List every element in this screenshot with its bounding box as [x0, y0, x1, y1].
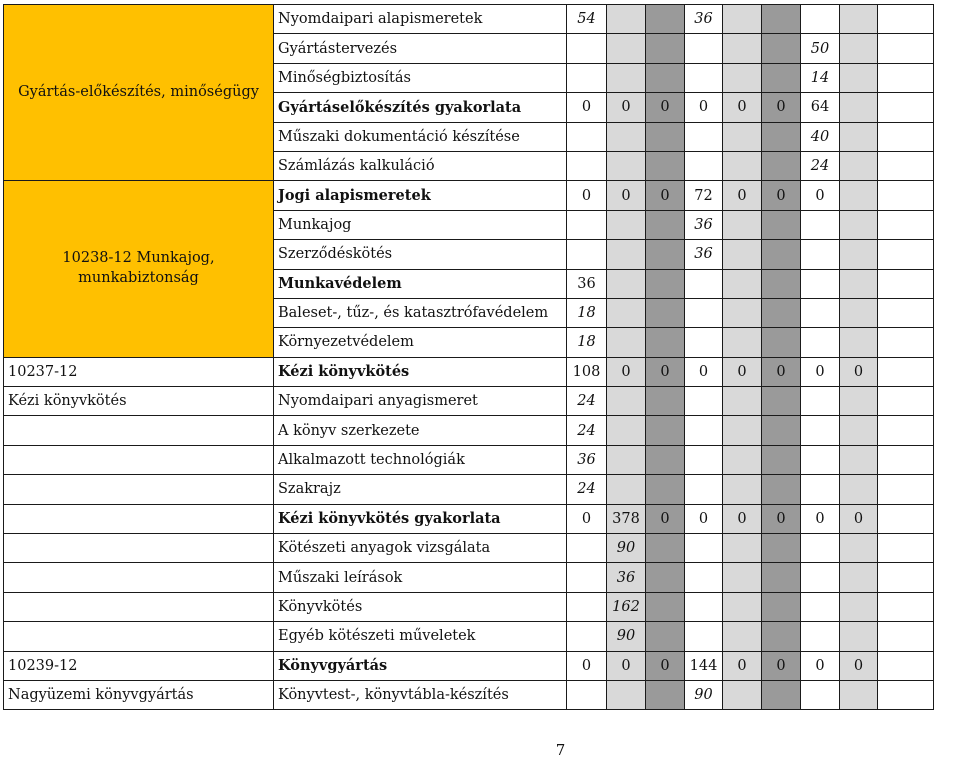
hours-cell [723, 5, 762, 34]
hours-cell [567, 210, 607, 239]
hours-cell [762, 328, 801, 357]
hours-cell: 0 [723, 181, 762, 210]
hours-cell [723, 387, 762, 416]
hours-cell [567, 534, 607, 563]
hours-cell: 144 [685, 651, 723, 680]
hours-cell [607, 122, 646, 151]
hours-cell [646, 269, 685, 298]
hours-cell: 0 [801, 181, 840, 210]
hours-cell [567, 122, 607, 151]
hours-cell [878, 622, 934, 651]
module-cell [4, 563, 274, 592]
hours-cell: 36 [685, 5, 723, 34]
hours-cell [840, 387, 878, 416]
hours-cell: 90 [685, 680, 723, 709]
module-cell [4, 622, 274, 651]
table-row [4, 5, 934, 34]
hours-cell [801, 210, 840, 239]
hours-cell [878, 416, 934, 445]
hours-cell [878, 5, 934, 34]
subject-cell: Könyvkötés [274, 592, 567, 621]
hours-cell: 0 [723, 93, 762, 122]
hours-cell [685, 328, 723, 357]
subject-cell: Kézi könyvkötés [274, 357, 567, 386]
hours-cell [646, 63, 685, 92]
subject-cell: Számlázás kalkuláció [274, 151, 567, 180]
table-row [4, 592, 934, 621]
hours-cell [685, 34, 723, 63]
subject-cell: Műszaki leírások [274, 563, 567, 592]
hours-cell [646, 5, 685, 34]
hours-cell [646, 298, 685, 327]
hours-cell [607, 269, 646, 298]
hours-cell: 0 [723, 651, 762, 680]
hours-cell [762, 387, 801, 416]
hours-cell [801, 475, 840, 504]
hours-cell [567, 592, 607, 621]
hours-cell [762, 63, 801, 92]
module-group-label: Gyártás-előkészítés, minőségügy [4, 5, 274, 181]
hours-cell: 0 [646, 651, 685, 680]
module-cell: Kézi könyvkötés [4, 387, 274, 416]
subject-cell: Kötészeti anyagok vizsgálata [274, 534, 567, 563]
table-row [4, 181, 934, 210]
hours-cell: 40 [801, 122, 840, 151]
hours-cell: 0 [567, 504, 607, 533]
hours-cell [840, 475, 878, 504]
hours-cell [646, 387, 685, 416]
subject-cell: Környezetvédelem [274, 328, 567, 357]
hours-cell [878, 357, 934, 386]
hours-cell [801, 622, 840, 651]
hours-cell: 36 [607, 563, 646, 592]
subject-cell: Könyvtest-, könyvtábla-készítés [274, 680, 567, 709]
hours-cell: 0 [567, 181, 607, 210]
hours-cell [607, 680, 646, 709]
hours-cell [567, 563, 607, 592]
hours-cell [801, 416, 840, 445]
hours-cell [840, 445, 878, 474]
table-row [4, 563, 934, 592]
hours-cell [840, 240, 878, 269]
table-row [4, 680, 934, 709]
hours-cell: 0 [685, 93, 723, 122]
module-cell: 10237-12 [4, 357, 274, 386]
hours-cell [762, 534, 801, 563]
hours-cell: 36 [567, 269, 607, 298]
hours-cell [840, 328, 878, 357]
hours-cell [801, 387, 840, 416]
subject-cell: Nyomdaipari anyagismeret [274, 387, 567, 416]
subject-cell: A könyv szerkezete [274, 416, 567, 445]
hours-cell [567, 63, 607, 92]
hours-cell [878, 34, 934, 63]
hours-cell: 0 [646, 93, 685, 122]
subject-cell: Munkajog [274, 210, 567, 239]
hours-cell [646, 680, 685, 709]
hours-cell: 0 [840, 504, 878, 533]
hours-cell: 0 [567, 651, 607, 680]
hours-cell: 0 [607, 181, 646, 210]
subject-cell: Gyártáselőkészítés gyakorlata [274, 93, 567, 122]
hours-cell [607, 387, 646, 416]
subject-cell: Gyártástervezés [274, 34, 567, 63]
table-row [4, 475, 934, 504]
hours-cell [685, 622, 723, 651]
table-row [4, 357, 934, 386]
hours-cell: 24 [801, 151, 840, 180]
hours-cell [878, 151, 934, 180]
hours-cell: 108 [567, 357, 607, 386]
hours-cell [840, 34, 878, 63]
hours-cell: 0 [723, 357, 762, 386]
hours-cell [685, 298, 723, 327]
hours-cell: 36 [567, 445, 607, 474]
subject-cell: Könyvgyártás [274, 651, 567, 680]
hours-cell [762, 240, 801, 269]
module-cell [4, 504, 274, 533]
subject-cell: Kézi könyvkötés gyakorlata [274, 504, 567, 533]
hours-cell [878, 475, 934, 504]
hours-cell: 0 [840, 651, 878, 680]
hours-cell [723, 122, 762, 151]
hours-cell [840, 680, 878, 709]
hours-cell [723, 210, 762, 239]
table-row [4, 622, 934, 651]
hours-cell: 0 [762, 651, 801, 680]
hours-cell [840, 122, 878, 151]
module-group-label: 10238-12 Munkajog, munkabiztonság [4, 181, 274, 357]
hours-cell [723, 328, 762, 357]
hours-cell [607, 151, 646, 180]
hours-cell: 24 [567, 387, 607, 416]
hours-cell [840, 269, 878, 298]
hours-cell [801, 445, 840, 474]
hours-cell: 18 [567, 328, 607, 357]
hours-cell [878, 651, 934, 680]
hours-cell: 378 [607, 504, 646, 533]
hours-cell [607, 5, 646, 34]
hours-cell [607, 63, 646, 92]
hours-cell: 0 [840, 357, 878, 386]
hours-cell: 0 [607, 357, 646, 386]
table-row [4, 504, 934, 533]
hours-cell [685, 269, 723, 298]
hours-cell: 0 [801, 357, 840, 386]
hours-cell: 36 [685, 240, 723, 269]
hours-cell [878, 298, 934, 327]
hours-cell [723, 63, 762, 92]
hours-cell [801, 328, 840, 357]
hours-cell [685, 387, 723, 416]
hours-cell [878, 563, 934, 592]
table-row [4, 651, 934, 680]
subject-cell: Nyomdaipari alapismeretek [274, 5, 567, 34]
hours-cell [878, 534, 934, 563]
hours-cell [801, 269, 840, 298]
hours-cell: 0 [762, 504, 801, 533]
hours-cell [878, 445, 934, 474]
hours-cell [567, 34, 607, 63]
module-cell [4, 475, 274, 504]
hours-cell [646, 592, 685, 621]
hours-cell [685, 475, 723, 504]
hours-cell [840, 592, 878, 621]
hours-cell: 0 [762, 181, 801, 210]
hours-cell [762, 592, 801, 621]
hours-cell [723, 445, 762, 474]
hours-cell [607, 445, 646, 474]
hours-cell [840, 563, 878, 592]
module-cell [4, 416, 274, 445]
hours-cell [723, 622, 762, 651]
hours-cell [723, 592, 762, 621]
table-row [4, 387, 934, 416]
hours-cell [646, 534, 685, 563]
hours-cell [723, 298, 762, 327]
hours-cell: 0 [762, 93, 801, 122]
hours-cell [646, 34, 685, 63]
hours-cell [801, 563, 840, 592]
hours-cell [762, 298, 801, 327]
curriculum-table [3, 4, 934, 710]
hours-cell [723, 269, 762, 298]
hours-cell: 0 [685, 504, 723, 533]
hours-cell [567, 622, 607, 651]
hours-cell [646, 240, 685, 269]
hours-cell: 64 [801, 93, 840, 122]
module-cell: Nagyüzemi könyvgyártás [4, 680, 274, 709]
hours-cell [762, 622, 801, 651]
hours-cell [607, 328, 646, 357]
subject-cell: Baleset-, tűz-, és katasztrófavédelem [274, 298, 567, 327]
hours-cell [685, 445, 723, 474]
hours-cell [840, 210, 878, 239]
hours-cell [840, 151, 878, 180]
subject-cell: Munkavédelem [274, 269, 567, 298]
table-row [4, 416, 934, 445]
hours-cell [840, 416, 878, 445]
hours-cell [878, 181, 934, 210]
table-body [4, 5, 934, 710]
hours-cell [723, 416, 762, 445]
hours-cell: 14 [801, 63, 840, 92]
hours-cell [762, 269, 801, 298]
hours-cell [801, 592, 840, 621]
hours-cell [762, 445, 801, 474]
hours-cell [646, 122, 685, 151]
hours-cell [685, 416, 723, 445]
hours-cell: 18 [567, 298, 607, 327]
hours-cell [878, 328, 934, 357]
hours-cell [878, 122, 934, 151]
hours-cell [801, 5, 840, 34]
hours-cell [567, 680, 607, 709]
subject-cell: Minőségbiztosítás [274, 63, 567, 92]
hours-cell: 0 [646, 357, 685, 386]
hours-cell [762, 680, 801, 709]
subject-cell: Szakrajz [274, 475, 567, 504]
hours-cell [878, 680, 934, 709]
hours-cell [723, 563, 762, 592]
hours-cell [646, 475, 685, 504]
hours-cell [685, 534, 723, 563]
hours-cell: 0 [723, 504, 762, 533]
hours-cell: 0 [801, 504, 840, 533]
hours-cell: 54 [567, 5, 607, 34]
hours-cell [801, 240, 840, 269]
hours-cell [567, 240, 607, 269]
hours-cell [685, 151, 723, 180]
hours-cell [878, 269, 934, 298]
hours-cell [607, 34, 646, 63]
hours-cell [607, 298, 646, 327]
hours-cell [646, 445, 685, 474]
hours-cell: 0 [646, 181, 685, 210]
hours-cell: 0 [762, 357, 801, 386]
hours-cell [878, 592, 934, 621]
table-row [4, 445, 934, 474]
hours-cell [723, 475, 762, 504]
hours-cell [685, 592, 723, 621]
hours-cell [723, 151, 762, 180]
subject-cell: Jogi alapismeretek [274, 181, 567, 210]
hours-cell [646, 563, 685, 592]
hours-cell: 0 [607, 651, 646, 680]
hours-cell [762, 151, 801, 180]
hours-cell [723, 534, 762, 563]
hours-cell [840, 298, 878, 327]
hours-cell: 162 [607, 592, 646, 621]
module-cell [4, 534, 274, 563]
hours-cell [685, 122, 723, 151]
hours-cell [878, 240, 934, 269]
hours-cell [878, 93, 934, 122]
subject-cell: Alkalmazott technológiák [274, 445, 567, 474]
module-cell [4, 445, 274, 474]
hours-cell [801, 534, 840, 563]
hours-cell: 0 [567, 93, 607, 122]
hours-cell: 36 [685, 210, 723, 239]
hours-cell [762, 563, 801, 592]
hours-cell [840, 622, 878, 651]
hours-cell [762, 416, 801, 445]
hours-cell: 90 [607, 534, 646, 563]
module-cell: 10239-12 [4, 651, 274, 680]
hours-cell: 90 [607, 622, 646, 651]
hours-cell [878, 504, 934, 533]
hours-cell [723, 240, 762, 269]
hours-cell [567, 151, 607, 180]
hours-cell: 0 [685, 357, 723, 386]
hours-cell [646, 151, 685, 180]
hours-cell [646, 210, 685, 239]
hours-cell [646, 622, 685, 651]
hours-cell: 0 [646, 504, 685, 533]
hours-cell [762, 210, 801, 239]
hours-cell [646, 416, 685, 445]
page-number: 7 [555, 741, 566, 759]
hours-cell [878, 63, 934, 92]
hours-cell: 72 [685, 181, 723, 210]
hours-cell [762, 5, 801, 34]
hours-cell: 50 [801, 34, 840, 63]
hours-cell [840, 63, 878, 92]
hours-cell [840, 534, 878, 563]
hours-cell [762, 122, 801, 151]
hours-cell [646, 328, 685, 357]
hours-cell [801, 298, 840, 327]
table-row [4, 534, 934, 563]
subject-cell: Egyéb kötészeti műveletek [274, 622, 567, 651]
hours-cell: 24 [567, 416, 607, 445]
hours-cell [723, 680, 762, 709]
hours-cell [801, 680, 840, 709]
hours-cell [607, 210, 646, 239]
hours-cell [840, 93, 878, 122]
hours-cell [762, 34, 801, 63]
hours-cell [878, 387, 934, 416]
subject-cell: Szerződéskötés [274, 240, 567, 269]
subject-cell: Műszaki dokumentáció készítése [274, 122, 567, 151]
hours-cell: 0 [801, 651, 840, 680]
hours-cell: 0 [607, 93, 646, 122]
hours-cell [607, 475, 646, 504]
hours-cell [685, 563, 723, 592]
hours-cell [878, 210, 934, 239]
hours-cell: 24 [567, 475, 607, 504]
module-cell [4, 592, 274, 621]
hours-cell [840, 5, 878, 34]
hours-cell [723, 34, 762, 63]
hours-cell [840, 181, 878, 210]
hours-cell [685, 63, 723, 92]
hours-cell [607, 240, 646, 269]
hours-cell [762, 475, 801, 504]
hours-cell [607, 416, 646, 445]
